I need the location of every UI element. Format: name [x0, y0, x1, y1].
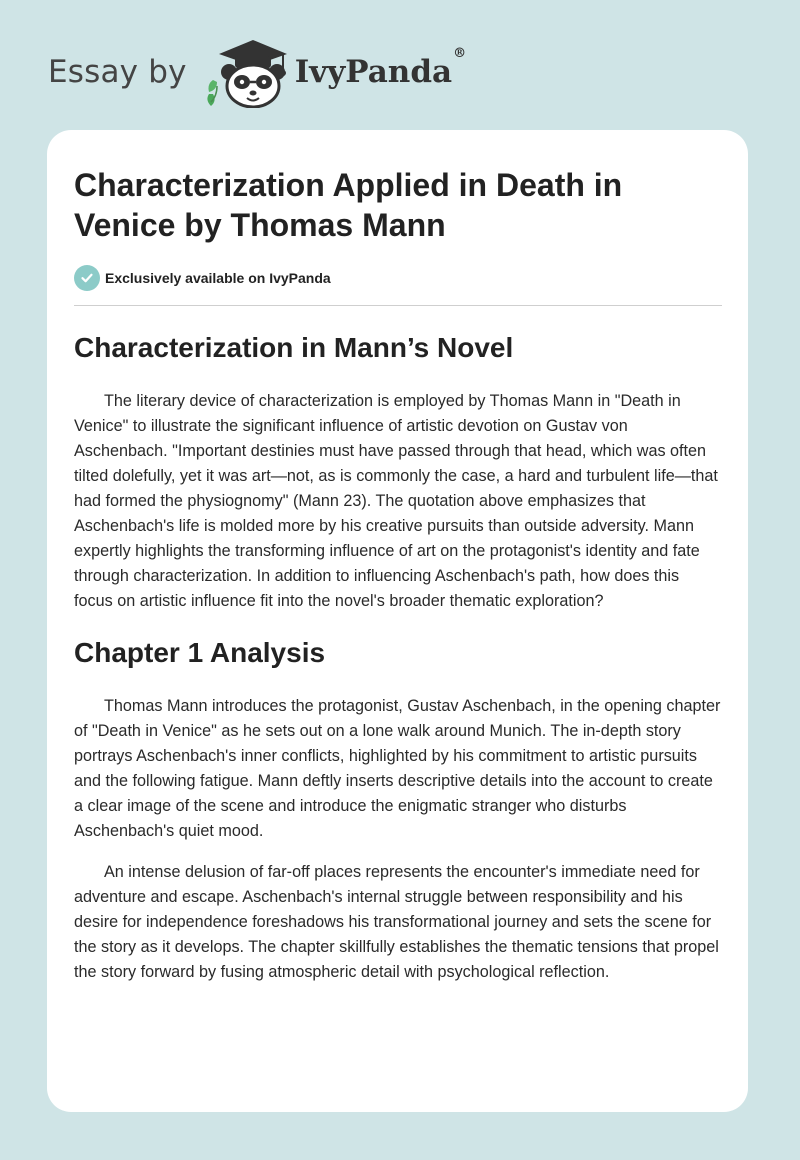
- exclusive-badge: [74, 265, 722, 291]
- brand-prefix: Essay by: [48, 54, 187, 90]
- section-characterization: [74, 331, 722, 614]
- brand-name-text: IvyPanda: [294, 54, 453, 90]
- paragraph: Thomas Mann introduces the protagonist, Gustav Aschenbach, in the opening chapter of "Death in Venice" as he sets out on a lone walk around Munich. The in-depth story portrays Aschenbach's inner conflicts, highlighted by his commitment to artistic pursuits and the following fatigue. Mann deftly inserts descriptive details into the account to create a clear image of the scene and introduce the enigmatic stranger who disturbs Aschenbach's quiet mood.: [74, 697, 721, 840]
- section-chapter-1: [74, 636, 722, 985]
- paragraph: An intense delusion of far-off places represents the encounter's immediate need for adventure and escape. Aschenbach's internal struggle between responsibility and his desire for independence foreshadows his transformational journey and sets the scene for the story as it develops. The chapter skillfully establishes the thematic tensions that propel the story forward by fusing atmospheric detail with psychological reflection.: [74, 863, 719, 981]
- section-heading: Characterization in Mann’s Novel: [74, 332, 514, 363]
- page-title: Characterization Applied in Death in Venice by Thomas Mann: [74, 167, 623, 243]
- badge-text: Exclusively available on IvyPanda: [105, 270, 331, 286]
- brand-header[interactable]: [48, 36, 466, 108]
- registered-mark: ®: [453, 45, 467, 61]
- section-heading: Chapter 1 Analysis: [74, 637, 326, 668]
- paragraph: The literary device of characterization is employed by Thomas Mann in "Death in Venice" to illustrate the significant influence of artistic devotion on Gustav von Aschenbach. "Important destinies must have passed through that head, which was often tilted dolefully, yet it was art—not, as is commonly the case, a hard and turbulent life—that had formed the physiognomy" (Mann 23). The quotation above emphasizes that Aschenbach's life is molded more by his creative pursuits than outside adversity. Mann expertly highlights the transforming influence of art on the protagonist's identity and fate through characterization. In addition to influencing Aschenbach's path, how does this focus on artistic influence fit into the novel's broader thematic exploration?: [74, 392, 718, 610]
- article-card: [47, 130, 748, 1112]
- panda-graduate-icon: [201, 36, 293, 108]
- brand-name: [294, 45, 467, 90]
- check-circle-icon: [74, 265, 100, 291]
- divider: [74, 305, 722, 306]
